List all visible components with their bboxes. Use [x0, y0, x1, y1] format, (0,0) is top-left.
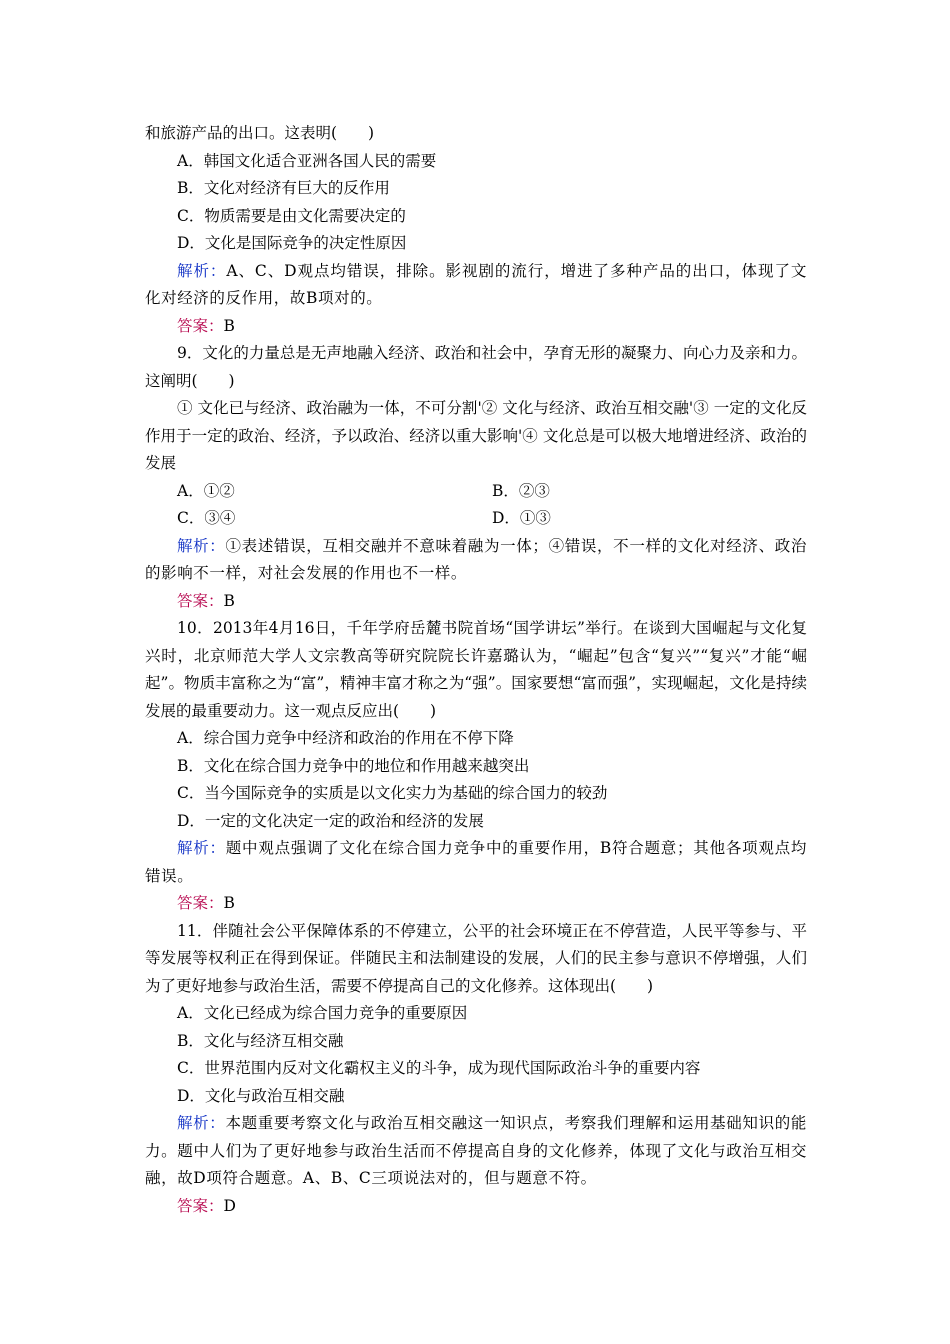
analysis-label: 解析：: [177, 536, 226, 555]
q8-analysis-text: A、C、D观点均错误，排除。影视剧的流行，增进了多种产品的出口，体现了文化对经济的反作用，故B项对的。: [145, 261, 807, 307]
q9-analysis: [145, 533, 807, 588]
q11-option-b: B．文化与经济互相交融: [177, 1031, 344, 1050]
q9-options-row-1: [145, 478, 807, 506]
q10-analysis: [145, 835, 807, 890]
document-page: [145, 120, 807, 1220]
q10-option-a: A．综合国力竞争中经济和政治的作用在不停下降: [177, 729, 514, 747]
q8-analysis: [145, 258, 807, 313]
q11-option-c: C．世界范围内反对文化霸权主义的斗争，成为现代国际政治斗争的重要内容: [177, 1059, 701, 1077]
answer-label: 答案：: [177, 316, 224, 335]
q9-stem: 9．文化的力量总是无声地融入经济、政治和社会中，孕育无形的凝聚力、向心力及亲和力。这阐明( ): [145, 344, 807, 390]
q8-option-c: C．物质需要是由文化需要决定的: [177, 206, 406, 225]
q9-option-c: C．③④: [177, 509, 236, 527]
q9-answer: [145, 588, 807, 616]
q9-option-d: D．①③: [492, 509, 551, 527]
q10-stem: 10．2013年4月16日，千年学府岳麓书院首场“国学讲坛”举行。在谈到大国崛起与文化复兴时，北京师范大学人文宗教高等研究院院长许嘉璐认为，“崛起”包含“复兴”“复兴”才能“崛起”。物质丰富称之为“富”，精神丰富才称之为“强”。国家要想“富而强”，实现崛起，文化是持续发展的最重要动力。这一观点反应出( ): [145, 619, 807, 720]
q10-option-d: D．一定的文化决定一定的政治和经济的发展: [177, 811, 484, 830]
q11-stem: 11．伴随社会公平保障体系的不停建立，公平的社会环境正在不停营造，人民平等参与、平等发展等权利正在得到保证。伴随民主和法制建设的发展，人们的民主参与意识不停增强，人们为了更好地参与政治生活，需要不停提高自己的文化修养。这体现出( ): [145, 921, 807, 995]
answer-label: 答案：: [177, 894, 224, 912]
q8-answer-value: B: [223, 316, 235, 335]
q8-option-d: D．文化是国际竞争的决定性原因: [177, 234, 407, 252]
q9-option-a: A．①②: [177, 481, 235, 500]
q8-option-a: A．韩国文化适合亚洲各国人民的需要: [177, 151, 437, 170]
analysis-label: 解析：: [177, 839, 226, 857]
answer-label: 答案：: [177, 591, 224, 610]
q11-answer: [145, 1193, 807, 1221]
q9-options-row-2: [145, 505, 807, 533]
analysis-label: 解析：: [177, 261, 227, 280]
q8-stem-tail: 和旅游产品的出口。这表明( ): [145, 124, 375, 142]
q11-option-a: A．文化已经成为综合国力竞争的重要原因: [177, 1004, 468, 1022]
q10-analysis-text: 题中观点强调了文化在综合国力竞争中的重要作用，B符合题意；其他各项观点均错误。: [145, 839, 807, 885]
q9-statements: ① 文化已与经济、政治融为一体，不可分割'② 文化与经济、政治互相交融'③ 一定的文化反作用于一定的政治、经济，予以政治、经济以重大影响'④ 文化总是可以极大地增进经济、政治的发展: [145, 399, 807, 472]
q9-answer-value: B: [223, 591, 235, 610]
q10-option-c: C．当今国际竞争的实质是以文化实力为基础的综合国力的较劲: [177, 784, 608, 802]
q10-answer: [145, 890, 807, 918]
q10-answer-value: B: [223, 894, 235, 912]
q8-answer: [145, 313, 807, 341]
q11-answer-value: D: [223, 1196, 236, 1215]
q11-analysis-text: 本题重要考察文化与政治互相交融这一知识点，考察我们理解和运用基础知识的能力。题中人们为了更好地参与政治生活而不停提高自身的文化修养，体现了文化与政治互相交融，故D项符合题意。A、B、C三项说法对的，但与题意不符。: [145, 1114, 807, 1187]
q11-option-d: D．文化与政治互相交融: [177, 1086, 345, 1105]
analysis-label: 解析：: [177, 1114, 226, 1132]
answer-label: 答案：: [177, 1196, 224, 1215]
q10-option-b: B．文化在综合国力竞争中的地位和作用越来越突出: [177, 756, 530, 775]
q8-option-b: B．文化对经济有巨大的反作用: [177, 179, 390, 197]
q11-analysis: [145, 1110, 807, 1193]
q9-analysis-text: ①表述错误，互相交融并不意味着融为一体；④错误，不一样的文化对经济、政治的影响不一样，对社会发展的作用也不一样。: [145, 536, 807, 582]
q9-option-b: B．②③: [492, 481, 550, 500]
